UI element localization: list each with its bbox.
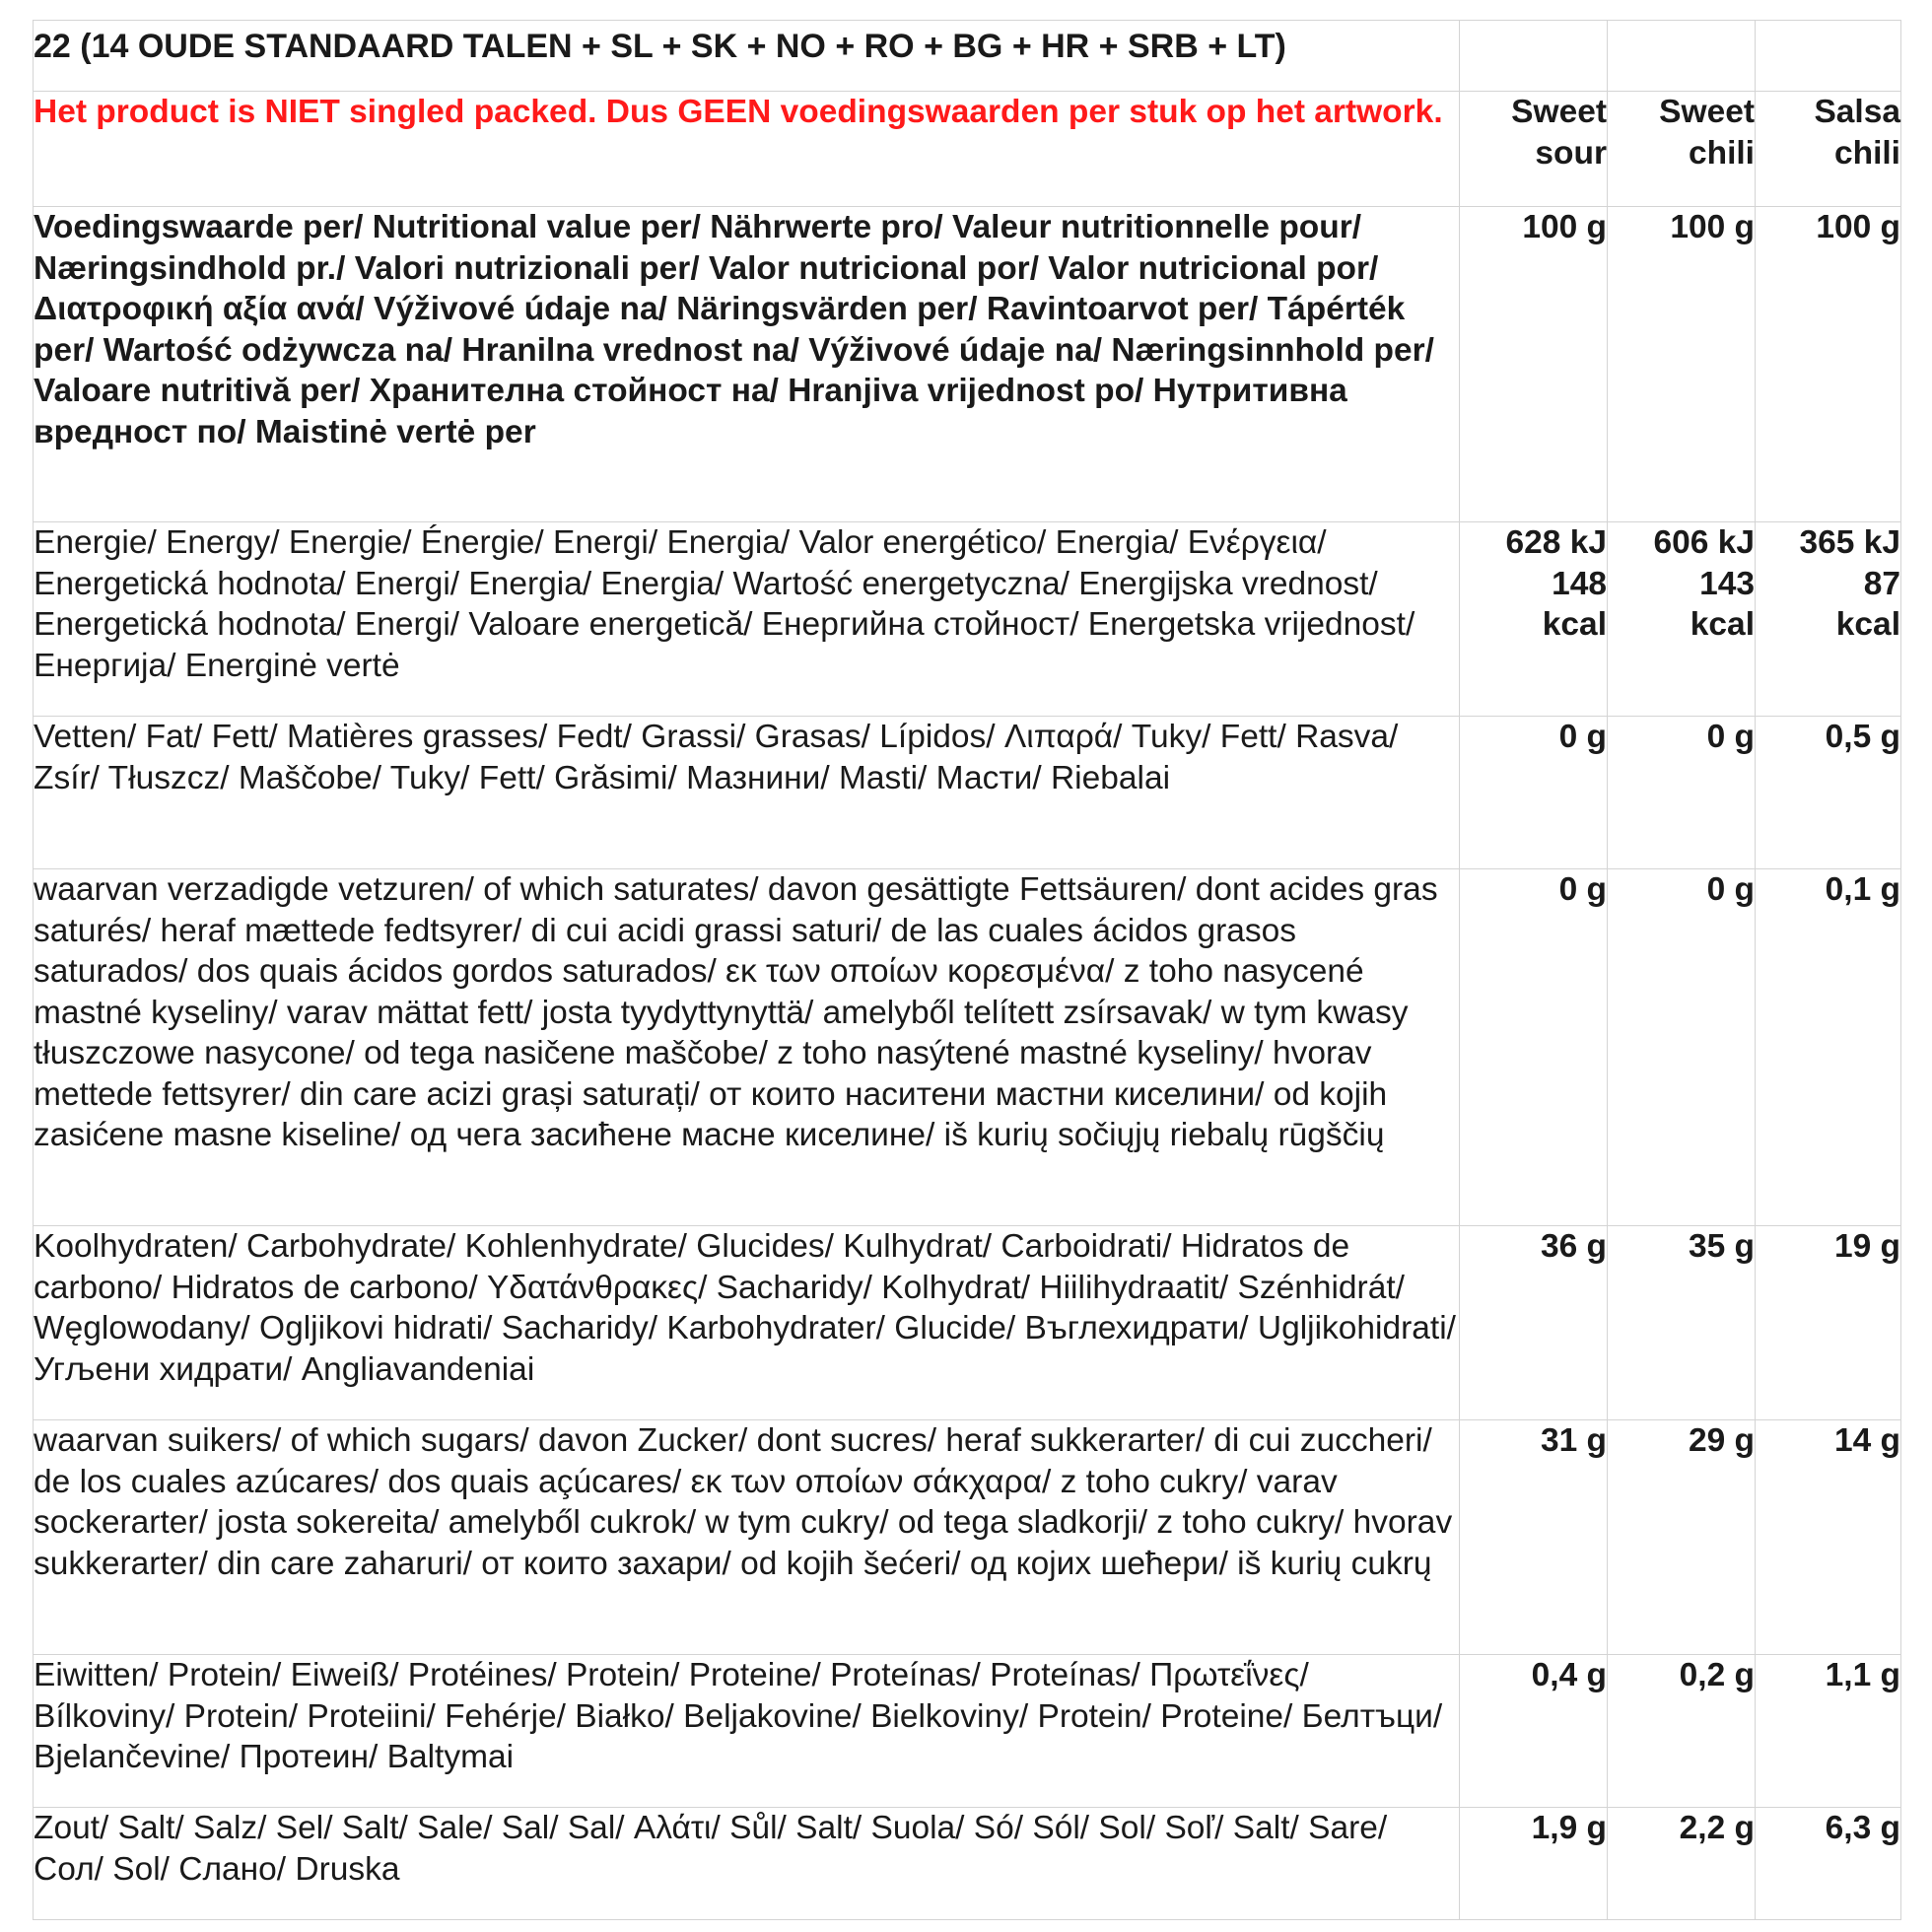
value-cell: 1,1 g bbox=[1756, 1655, 1901, 1808]
table-row bbox=[34, 1226, 1901, 1420]
value-cell: 0 g bbox=[1460, 869, 1608, 1226]
energy-kcal-unit: kcal bbox=[1690, 606, 1755, 643]
header-row bbox=[34, 92, 1901, 207]
value-cell: 0,4 g bbox=[1460, 1655, 1608, 1808]
value-cell: 1,9 g bbox=[1460, 1808, 1608, 1920]
column-header-salsa-chili bbox=[1756, 92, 1901, 207]
value-cell: 0 g bbox=[1608, 717, 1756, 869]
column-header-line: Salsa bbox=[1814, 94, 1900, 130]
table-title: 22 (14 OUDE STANDAARD TALEN + SL + SK + NO + RO + BG + HR + SRB + LT) bbox=[34, 21, 1460, 92]
table-row bbox=[34, 1420, 1901, 1655]
row-label: waarvan verzadigde vetzuren/ of which saturates/ davon gesättigte Fettsäuren/ dont acides gras saturés/ heraf mættede fedtsyrer/ di cui acidi grassi saturi/ de las cuales ácidos grasos saturados/ dos quais ácidos gordos saturados/ εκ των οποίων κορεσμένα/ z toho nasycené mastné kyseliny/ varav mättat fett/ josta tyydyttynyttä/ amelyből telített zsírsavak/ w tym kwasy tłuszczowe nasycone/ od tega nasičene maščobe/ z toho nasýtené mastné kyseliny/ hvorav mettede fettsyrer/ din care acizi grași saturați/ от които наситени мастни киселини/ od kojih zasićene masne kiseline/ од чега засићене масне киселине/ iš kurių sočiųjų riebalų rūgščių bbox=[34, 869, 1460, 1226]
value-cell: 0 g bbox=[1608, 869, 1756, 1226]
table-row bbox=[34, 522, 1901, 717]
row-label: waarvan suikers/ of which sugars/ davon Zucker/ dont sucres/ heraf sukkerarter/ di cui zuccheri/ de los cuales azúcares/ dos quais açúcares/ εκ των οποίων σάκχαρα/ z toho cukry/ varav sockerarter/ josta sokereita/ amelyből cukrok/ w tym cukry/ od tega sladkorji/ z toho cukry/ hvorav sukkerarter/ din care zaharuri/ от които захари/ od kojih šećeri/ од којих шећери/ iš kurių cukrų bbox=[34, 1420, 1460, 1655]
empty-cell bbox=[1756, 21, 1901, 92]
table-row bbox=[34, 717, 1901, 869]
column-header-line: sour bbox=[1535, 134, 1607, 172]
column-header-line: chili bbox=[1688, 134, 1755, 172]
table-row bbox=[34, 1655, 1901, 1808]
column-header-sweet-chili bbox=[1608, 92, 1756, 207]
value-cell: 100 g bbox=[1460, 207, 1608, 522]
energy-kcal-unit: kcal bbox=[1835, 606, 1900, 643]
energy-kcal-unit: kcal bbox=[1542, 606, 1607, 643]
row-label: Voedingswaarde per/ Nutritional value per/ Nährwerte pro/ Valeur nutritionnelle pour/ Næringsindhold pr./ Valori nutrizionali per/ Valor nutricional por/ Valor nutricional por/ Διατροφική αξία ανά/ Výživové údaje na/ Näringsvärden per/ Ravintoarvot per/ Tápérték per/ Wartość odżywcza na/ Hranilna vrednost na/ Výživové údaje na/ Næringsinnhold per/ Valoare nutritivă per/ Хранителна стойност на/ Hranjiva vrijednost po/ Нутритивна вредност по/ Maistinė vertė per bbox=[34, 207, 1460, 522]
value-cell: 0,5 g bbox=[1756, 717, 1901, 869]
nutrition-table bbox=[33, 20, 1901, 1920]
value-cell: 0 g bbox=[1460, 717, 1608, 869]
energy-kcal: 148 bbox=[1552, 565, 1607, 602]
value-cell: 14 g bbox=[1756, 1420, 1901, 1655]
column-header-line: Sweet bbox=[1511, 94, 1607, 130]
value-cell: 6,3 g bbox=[1756, 1808, 1901, 1920]
column-header-sweet-sour bbox=[1460, 92, 1608, 207]
value-cell: 29 g bbox=[1608, 1420, 1756, 1655]
value-cell: 19 g bbox=[1756, 1226, 1901, 1420]
value-cell: 36 g bbox=[1460, 1226, 1608, 1420]
column-header-line: Sweet bbox=[1659, 94, 1755, 130]
table-row bbox=[34, 869, 1901, 1226]
value-cell: 0,2 g bbox=[1608, 1655, 1756, 1808]
energy-value-cell bbox=[1608, 522, 1756, 717]
value-cell: 2,2 g bbox=[1608, 1808, 1756, 1920]
empty-cell bbox=[1608, 21, 1756, 92]
energy-value-cell bbox=[1756, 522, 1901, 717]
energy-value-cell bbox=[1460, 522, 1608, 717]
empty-cell bbox=[1460, 21, 1608, 92]
energy-kcal: 143 bbox=[1699, 565, 1755, 602]
row-label: Koolhydraten/ Carbohydrate/ Kohlenhydrate/ Glucides/ Kulhydrat/ Carboidrati/ Hidratos de carbono/ Hidratos de carbono/ Υδατάνθρακες/ Sacharidy/ Kolhydrat/ Hiilihydraatit/ Szénhidrát/ Węglowodany/ Ogljikovi hidrati/ Sacharidy/ Karbohydrater/ Glucide/ Въглехидрати/ Ugljikohidrati/ Угљени хидрати/ Angliavandeniai bbox=[34, 1226, 1460, 1420]
value-cell: 100 g bbox=[1756, 207, 1901, 522]
energy-kj: 606 kJ bbox=[1653, 524, 1755, 561]
energy-kj: 628 kJ bbox=[1505, 524, 1607, 561]
value-cell: 0,1 g bbox=[1756, 869, 1901, 1226]
table-row bbox=[34, 207, 1901, 522]
energy-kj: 365 kJ bbox=[1799, 524, 1900, 561]
title-row bbox=[34, 21, 1901, 92]
row-label: Eiwitten/ Protein/ Eiweiß/ Protéines/ Protein/ Proteine/ Proteínas/ Proteínas/ Πρωτεΐνες/ Bílkoviny/ Protein/ Proteiini/ Fehérje/ Białko/ Beljakovine/ Bielkoviny/ Protein/ Proteine/ Белтъци/ Bjelančevine/ Протеин/ Baltymai bbox=[34, 1655, 1460, 1808]
value-cell: 35 g bbox=[1608, 1226, 1756, 1420]
value-cell: 31 g bbox=[1460, 1420, 1608, 1655]
energy-kcal: 87 bbox=[1863, 565, 1900, 602]
row-label: Zout/ Salt/ Salz/ Sel/ Salt/ Sale/ Sal/ Sal/ Αλάτι/ Sůl/ Salt/ Suola/ Só/ Sól/ Sol/ Soľ/ Salt/ Sare/ Сол/ Sol/ Слано/ Druska bbox=[34, 1808, 1460, 1920]
column-header-line: chili bbox=[1833, 134, 1900, 172]
warning-note: Het product is NIET singled packed. Dus GEEN voedingswaarden per stuk op het artwork. bbox=[34, 92, 1460, 207]
row-label: Vetten/ Fat/ Fett/ Matières grasses/ Fedt/ Grassi/ Grasas/ Lípidos/ Λιπαρά/ Tuky/ Fett/ Rasva/ Zsír/ Tłuszcz/ Maščobe/ Tuky/ Fett/ Grăsimi/ Мазнини/ Masti/ Масти/ Riebalai bbox=[34, 717, 1460, 869]
row-label: Energie/ Energy/ Energie/ Énergie/ Energi/ Energia/ Valor energético/ Energia/ Ενέργεια/ Energetická hodnota/ Energi/ Energia/ Energia/ Wartość energetyczna/ Energijska vrednost/ Energetická hodnota/ Energi/ Valoare energetică/ Енергийна стойност/ Energetska vrijednost/ Енергија/ Energinė vertė bbox=[34, 522, 1460, 717]
value-cell: 100 g bbox=[1608, 207, 1756, 522]
table-row bbox=[34, 1808, 1901, 1920]
